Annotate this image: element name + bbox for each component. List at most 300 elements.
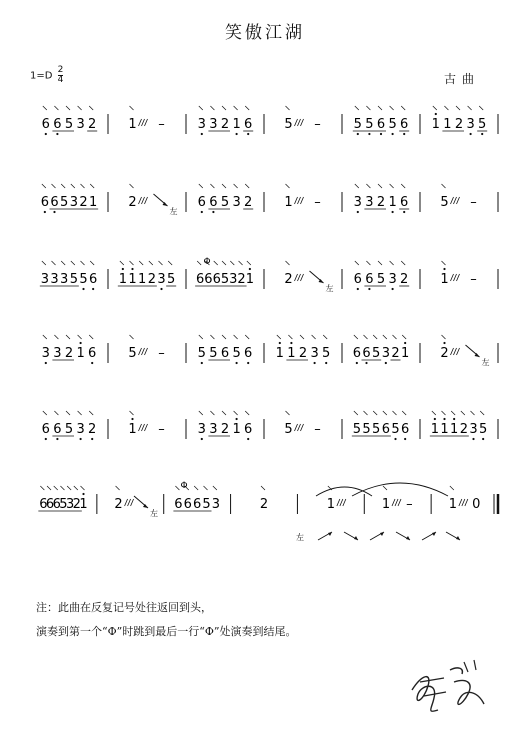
low-octave-dot	[394, 438, 396, 440]
note-digit: 1	[287, 346, 296, 361]
ornament-mark	[222, 335, 226, 339]
tremolo-stroke	[298, 424, 301, 431]
ornament-mark	[390, 106, 394, 110]
ornament-mark	[286, 261, 290, 265]
ornament-mark	[393, 411, 397, 415]
note-digit: 2	[114, 497, 123, 512]
ornament-mark	[355, 184, 359, 188]
note-digit: 1	[76, 346, 85, 361]
note-digit: 5	[197, 346, 206, 361]
tremolo-stroke	[301, 197, 304, 204]
tremolo-stroke	[301, 274, 304, 281]
ornament-mark	[71, 261, 75, 265]
note-digit: 2	[88, 422, 97, 437]
note-digit: 5	[220, 272, 230, 287]
ornament-mark	[74, 486, 78, 490]
note-digit: 5	[322, 346, 331, 361]
ornament-mark	[230, 261, 234, 265]
high-octave-dot	[290, 342, 292, 344]
tremolo-stroke	[139, 119, 142, 126]
ornament-mark	[261, 486, 265, 490]
note-digit: 5	[220, 195, 230, 210]
note-digit: 2	[459, 422, 468, 437]
low-octave-dot	[368, 133, 370, 135]
note-digit: 3	[76, 117, 85, 132]
ornament-mark	[130, 106, 134, 110]
ornament-mark	[401, 184, 405, 188]
ornament-mark	[479, 106, 483, 110]
ornament-mark	[234, 106, 238, 110]
note-digit: 6	[89, 272, 98, 287]
ornament-mark	[67, 486, 71, 490]
note-digit: 3	[388, 272, 397, 287]
ornament-mark	[168, 261, 172, 265]
left-hand-mark: 左	[481, 358, 490, 367]
note-digit: 5	[202, 497, 211, 512]
low-octave-dot	[201, 438, 203, 440]
tremolo-stroke	[454, 274, 457, 281]
low-octave-dot	[357, 288, 359, 290]
ornament-mark	[432, 411, 436, 415]
note-digit: 2	[454, 117, 464, 132]
note-digit: 1	[443, 117, 452, 132]
tremolo-stroke	[139, 197, 142, 204]
ornament-mark	[199, 106, 203, 110]
tremolo-stroke	[298, 197, 301, 204]
note-digit: 5	[79, 272, 88, 287]
ornament-mark	[354, 411, 358, 415]
tremolo-stroke	[295, 424, 298, 431]
note-digit: 5	[64, 422, 74, 437]
dash-mark: –	[314, 117, 321, 132]
high-octave-dot	[435, 113, 437, 115]
ornament-mark	[213, 486, 217, 490]
ornament-mark	[149, 261, 153, 265]
note-digit: 2	[259, 497, 269, 512]
ornament-mark	[456, 106, 460, 110]
low-octave-dot	[392, 288, 394, 290]
note-digit: 2	[440, 346, 449, 361]
ornament-mark	[245, 184, 249, 188]
note-digit: 0	[472, 497, 481, 512]
note-digit: 6	[45, 497, 55, 512]
note-digit: 6	[376, 117, 386, 132]
ornament-mark	[451, 411, 455, 415]
ornament-mark	[245, 106, 249, 110]
ornament-mark	[383, 486, 387, 490]
note-digit: 6	[41, 117, 50, 132]
note-digit: 2	[284, 272, 293, 287]
note-digit: 5	[60, 195, 69, 210]
key-label: 1=D	[30, 70, 53, 82]
ornament-mark	[116, 486, 120, 490]
ornament-mark	[78, 335, 82, 339]
ornament-mark	[130, 411, 134, 415]
ornament-mark	[159, 261, 163, 265]
ornament-mark	[288, 335, 292, 339]
origin-label: 古曲	[444, 72, 481, 86]
low-octave-dot	[45, 438, 47, 440]
low-octave-dot	[201, 362, 203, 364]
ornament-mark	[401, 106, 405, 110]
coda-sign: Φ	[203, 257, 211, 267]
note-digit: 5	[440, 195, 449, 210]
ornament-mark	[393, 335, 397, 339]
note-digit: 6	[244, 422, 253, 437]
ornament-mark	[81, 261, 85, 265]
ornament-mark	[66, 411, 70, 415]
ornament-mark	[480, 411, 484, 415]
note-digit: 2	[88, 117, 97, 132]
left-hand-mark: 左	[296, 533, 304, 542]
note-digit: 3	[65, 497, 75, 512]
dash-mark: –	[158, 422, 165, 437]
note-digit: 3	[211, 497, 221, 512]
note-digit: 1	[381, 497, 391, 512]
ornament-mark	[52, 261, 56, 265]
note-digit: 1	[89, 195, 98, 210]
note-digit: 1	[431, 117, 440, 132]
ornament-mark	[247, 261, 251, 265]
low-octave-dot	[201, 211, 203, 213]
note-digit: 3	[209, 117, 218, 132]
note-digit: 3	[466, 117, 475, 132]
ornament-mark	[54, 335, 58, 339]
ornament-mark	[373, 335, 377, 339]
high-octave-dot	[404, 342, 406, 344]
ornament-mark	[442, 184, 446, 188]
ornament-mark	[300, 335, 304, 339]
ornament-mark	[390, 261, 394, 265]
note-digit: 5	[209, 346, 218, 361]
note-digit: 6	[174, 497, 183, 512]
low-octave-dot	[236, 133, 238, 135]
tremolo-stroke	[451, 274, 454, 281]
note-digit: 6	[400, 195, 409, 210]
ornament-mark	[197, 261, 201, 265]
performance-notes	[36, 596, 297, 644]
tremolo-stroke	[451, 348, 454, 355]
note-digit: 6	[196, 272, 205, 287]
note-digit: 6	[204, 272, 213, 287]
note-digit: 3	[310, 346, 319, 361]
low-octave-dot	[368, 288, 370, 290]
ornament-mark	[210, 106, 214, 110]
note-digit: 3	[229, 272, 238, 287]
tremolo-stroke	[295, 274, 298, 281]
tremolo-stroke	[142, 348, 145, 355]
low-octave-dot	[56, 133, 58, 135]
low-octave-dot	[247, 438, 249, 440]
note-digit: 5	[69, 272, 78, 287]
note-digit: 6	[39, 497, 48, 512]
ornament-mark	[89, 106, 93, 110]
note-digit: 3	[50, 272, 59, 287]
ornament-mark	[54, 486, 58, 490]
high-octave-dot	[443, 342, 445, 344]
high-octave-dot	[82, 493, 84, 495]
ornament-mark	[355, 106, 359, 110]
ornament-mark	[222, 106, 226, 110]
tremolo-stroke	[451, 197, 454, 204]
low-octave-dot	[247, 362, 249, 364]
tie-arc	[352, 483, 448, 496]
dash-mark: –	[314, 422, 321, 437]
ornament-mark	[54, 411, 58, 415]
ornament-mark	[130, 184, 134, 188]
tremolo-stroke	[457, 274, 460, 281]
ornament-mark	[323, 335, 327, 339]
ornament-mark	[199, 335, 203, 339]
coda-sign: Φ	[180, 481, 188, 491]
tremolo-stroke	[398, 499, 401, 506]
left-hand-mark: 左	[325, 284, 334, 293]
note-digit: 5	[64, 117, 74, 132]
ornament-mark	[286, 411, 290, 415]
note-digit: 3	[60, 272, 69, 287]
ornament-mark	[366, 261, 370, 265]
high-octave-dot	[279, 342, 281, 344]
ornament-mark	[234, 335, 238, 339]
ornament-mark	[286, 106, 290, 110]
ornament-mark	[78, 411, 82, 415]
note-digit: 5	[372, 346, 381, 361]
ornament-mark	[444, 106, 448, 110]
ornament-mark	[78, 106, 82, 110]
tremolo-stroke	[298, 274, 301, 281]
ornament-mark	[364, 335, 368, 339]
note-digit: 3	[40, 272, 49, 287]
tremolo-stroke	[462, 499, 465, 506]
tremolo-stroke	[392, 499, 395, 506]
dash-mark: –	[470, 272, 477, 287]
ornament-mark	[139, 261, 143, 265]
note-digit: 5	[284, 117, 293, 132]
low-octave-dot	[385, 362, 387, 364]
ornament-mark	[433, 106, 437, 110]
note-digit: 2	[400, 272, 409, 287]
tremolo-stroke	[145, 348, 148, 355]
note-digit: 2	[147, 272, 156, 287]
high-octave-dot	[443, 268, 445, 270]
low-octave-dot	[470, 133, 472, 135]
low-octave-dot	[91, 438, 93, 440]
low-octave-dot	[357, 211, 359, 213]
low-octave-dot	[403, 211, 405, 213]
note-digit: 6	[212, 272, 221, 287]
note-digit: 2	[220, 422, 230, 437]
note-digit: 6	[53, 117, 62, 132]
ornament-mark	[42, 184, 46, 188]
left-hand-mark: 左	[150, 509, 158, 518]
ornament-mark	[355, 261, 359, 265]
ornament-mark	[89, 411, 93, 415]
ornament-mark	[312, 335, 316, 339]
note-digit: 6	[365, 272, 374, 287]
tie-arc	[316, 487, 372, 496]
ornament-mark	[245, 335, 249, 339]
tremolo-stroke	[340, 499, 343, 506]
ornament-mark	[277, 335, 281, 339]
note-digit: 6	[40, 195, 49, 210]
ornament-mark	[222, 411, 226, 415]
note-digit: 5	[365, 117, 374, 132]
tremolo-stroke	[301, 424, 304, 431]
ornament-mark	[222, 261, 226, 265]
tremolo-stroke	[459, 499, 462, 506]
high-octave-dot	[443, 418, 445, 420]
low-octave-dot	[45, 362, 47, 364]
ornament-mark	[42, 261, 46, 265]
note-digit: 3	[76, 422, 85, 437]
low-octave-dot	[80, 438, 82, 440]
tremolo-stroke	[142, 119, 145, 126]
note-digit: 3	[69, 195, 78, 210]
ornament-mark	[90, 261, 94, 265]
note-digit: 5	[353, 117, 362, 132]
tremolo-stroke	[298, 119, 301, 126]
ornament-mark	[442, 411, 446, 415]
note-digit: 5	[232, 346, 241, 361]
note-digit: 1	[275, 346, 284, 361]
note-digit: 5	[128, 346, 137, 361]
dash-mark: –	[158, 346, 165, 361]
tremolo-stroke	[145, 197, 148, 204]
time-signature-top: 2	[57, 65, 64, 75]
ornament-mark	[222, 184, 226, 188]
note-digit: 2	[298, 346, 308, 361]
low-octave-dot	[201, 133, 203, 135]
note-digit: 5	[59, 497, 68, 512]
ornament-mark	[378, 261, 382, 265]
note-digit: 1	[448, 497, 457, 512]
note-digit: 6	[400, 117, 409, 132]
tremolo-stroke	[337, 499, 340, 506]
note-digit: 2	[244, 195, 253, 210]
note-digit: 1	[245, 272, 254, 287]
note-digit: 5	[362, 422, 371, 437]
ornament-mark	[401, 261, 405, 265]
tremolo-stroke	[454, 348, 457, 355]
ornament-mark	[47, 486, 51, 490]
ornament-mark	[390, 184, 394, 188]
low-octave-dot	[91, 362, 93, 364]
ornament-mark	[383, 411, 387, 415]
tremolo-stroke	[343, 499, 346, 506]
ornament-mark	[204, 486, 208, 490]
ornament-mark	[90, 184, 94, 188]
ornament-mark	[442, 261, 446, 265]
note-digit: 1	[440, 272, 449, 287]
tremolo-stroke	[139, 348, 142, 355]
low-octave-dot	[44, 211, 46, 213]
tremolo-stroke	[125, 499, 128, 506]
note-digit: 6	[401, 422, 410, 437]
note-digit: 1	[388, 195, 397, 210]
high-octave-dot	[131, 418, 133, 420]
note-digit: 3	[197, 422, 206, 437]
dash-mark: –	[314, 195, 321, 210]
note-digit: 3	[381, 346, 390, 361]
ornament-mark	[402, 335, 406, 339]
note-digit: 6	[220, 346, 230, 361]
dash-mark: –	[406, 497, 413, 512]
tremolo-stroke	[139, 424, 142, 431]
note-digit: 1	[440, 422, 449, 437]
high-octave-dot	[122, 268, 124, 270]
ornament-mark	[43, 106, 47, 110]
ornament-mark	[61, 184, 65, 188]
tremolo-stroke	[142, 197, 145, 204]
tremolo-stroke	[465, 499, 468, 506]
ornament-mark	[199, 184, 203, 188]
note-digit: 1	[128, 272, 137, 287]
note-digit: 6	[53, 422, 62, 437]
note-digit: 6	[352, 346, 361, 361]
tremolo-stroke	[145, 119, 148, 126]
note-digit: 6	[50, 195, 59, 210]
ornament-mark	[40, 486, 44, 490]
note-digit: 5	[478, 117, 487, 132]
ornament-mark	[286, 184, 290, 188]
tremolo-stroke	[295, 197, 298, 204]
ornament-mark	[66, 335, 70, 339]
note-digit: 5	[391, 422, 400, 437]
ornament-mark	[175, 486, 179, 490]
low-octave-dot	[357, 133, 359, 135]
low-octave-dot	[236, 362, 238, 364]
note-digit: 5	[388, 117, 397, 132]
note-digit: 6	[381, 422, 390, 437]
low-octave-dot	[82, 288, 84, 290]
ornament-mark	[71, 184, 75, 188]
ornament-mark	[402, 411, 406, 415]
tremolo-stroke	[395, 499, 398, 506]
ornament-mark	[210, 335, 214, 339]
low-octave-dot	[92, 288, 94, 290]
note-digit: 1	[284, 195, 293, 210]
note-line-1: 注：此曲在反复记号处往返回到头，	[36, 601, 212, 614]
ornament-mark	[383, 335, 387, 339]
note-digit: 6	[88, 346, 97, 361]
tremolo-stroke	[142, 424, 145, 431]
note-digit: 5	[167, 272, 176, 287]
ornament-mark	[66, 106, 70, 110]
dash-mark: –	[470, 195, 477, 210]
low-octave-dot	[45, 133, 47, 135]
time-signature-bottom: 4	[57, 75, 64, 85]
dash-mark: –	[158, 117, 165, 132]
ornament-mark	[234, 184, 238, 188]
tremolo-stroke	[295, 119, 298, 126]
ornament-mark	[120, 261, 124, 265]
high-octave-dot	[80, 342, 82, 344]
ornament-mark	[210, 411, 214, 415]
tremolo-stroke	[145, 424, 148, 431]
ornament-mark	[378, 184, 382, 188]
low-octave-dot	[482, 438, 484, 440]
ornament-mark	[461, 411, 465, 415]
ornament-mark	[442, 335, 446, 339]
ornament-mark	[471, 411, 475, 415]
ornament-mark	[366, 184, 370, 188]
note-digit: 6	[353, 272, 362, 287]
low-octave-dot	[325, 362, 327, 364]
low-octave-dot	[392, 211, 394, 213]
note-digit: 1	[232, 117, 241, 132]
note-digit: 3	[41, 346, 50, 361]
ornament-mark	[130, 261, 134, 265]
